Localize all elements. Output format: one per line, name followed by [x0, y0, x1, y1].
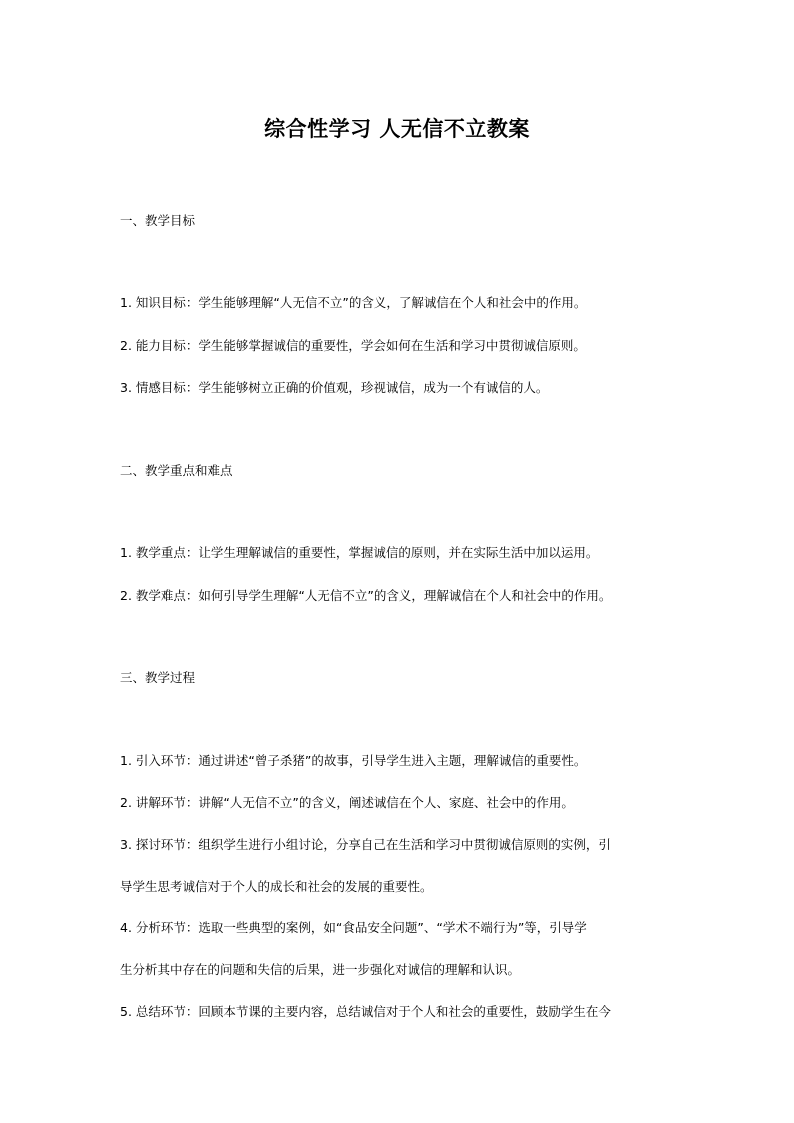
- paragraph-line: 生分析其中存在的问题和失信的后果，进一步强化对诚信的理解和认识。: [120, 962, 521, 977]
- paragraph-line: 5. 总结环节：回顾本节课的主要内容，总结诚信对于个人和社会的重要性，鼓励学生在今: [120, 1004, 611, 1019]
- paragraph-line: 2. 能力目标：学生能够掌握诚信的重要性，学会如何在生活和学习中贯彻诚信原则。: [120, 338, 586, 353]
- paragraph-line: 3. 探讨环节：组织学生进行小组讨论，分享自己在生活和学习中贯彻诚信原则的实例，引: [120, 837, 611, 852]
- document-title: 综合性学习 人无信不立教案: [264, 117, 530, 141]
- section-heading-objectives: 一、教学目标: [120, 213, 196, 228]
- paragraph-line: 2. 讲解环节：讲解“人无信不立”的含义，阐述诚信在个人、家庭、社会中的作用。: [120, 795, 574, 810]
- section-heading-process: 三、教学过程: [120, 670, 196, 685]
- paragraph-line: 导学生思考诚信对于个人的成长和社会的发展的重要性。: [120, 879, 433, 894]
- section-heading-key-points: 二、教学重点和难点: [120, 463, 233, 478]
- paragraph-line: 1. 知识目标：学生能够理解“人无信不立”的含义，了解诚信在个人和社会中的作用。: [120, 295, 587, 310]
- paragraph-line: 2. 教学难点：如何引导学生理解“人无信不立”的含义，理解诚信在个人和社会中的作用。: [120, 588, 612, 603]
- paragraph-line: 3. 情感目标：学生能够树立正确的价值观，珍视诚信，成为一个有诚信的人。: [120, 380, 549, 395]
- paragraph-line: 4. 分析环节：选取一些典型的案例，如“食品安全问题”、“学术不端行为”等，引导学: [120, 920, 587, 935]
- paragraph-line: 1. 教学重点：让学生理解诚信的重要性，掌握诚信的原则，并在实际生活中加以运用。: [120, 545, 599, 560]
- paragraph-line: 1. 引入环节：通过讲述“曾子杀猪”的故事，引导学生进入主题，理解诚信的重要性。: [120, 753, 587, 768]
